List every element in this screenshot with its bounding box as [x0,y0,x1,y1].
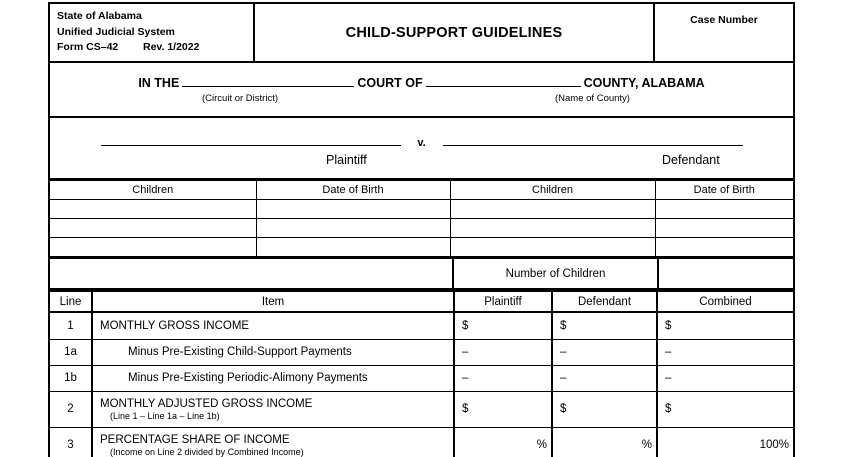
child-dob-cell[interactable] [655,200,793,219]
children-table-header-row [50,181,793,200]
number-of-children-row [50,259,793,290]
item-formula: (Line 1 – Line 1a – Line 1b) [110,410,220,421]
parties-line [50,134,793,149]
item-title: MONTHLY ADJUSTED GROSS INCOME [100,397,313,410]
line-number: 2 [50,391,92,427]
child-dob-cell[interactable] [655,238,793,257]
guidelines-main-table [50,290,793,457]
defendant-value[interactable]: % [552,427,657,457]
line-number: 1a [50,339,92,365]
court-line-section [50,63,793,118]
defendant-name-blank[interactable] [443,134,743,146]
child-name-cell[interactable] [50,219,256,238]
table-row [50,391,793,427]
table-row [50,312,793,339]
children-col-header-2: Children [450,181,655,200]
child-name-cell[interactable] [50,238,256,257]
court-line [50,74,793,90]
child-dob-cell[interactable] [256,238,450,257]
child-dob-cell[interactable] [256,200,450,219]
col-header-line: Line [50,291,92,312]
plaintiff-value[interactable]: $ [454,312,552,339]
child-support-guidelines-form [48,2,795,457]
child-name-cell[interactable] [450,219,655,238]
versus-label: v. [417,137,426,149]
circuit-or-district-label: (Circuit or District) [202,93,278,104]
item-title: PERCENTAGE SHARE OF INCOME [100,433,290,446]
plaintiff-label: Plaintiff [326,153,367,167]
court-type-blank[interactable] [182,74,354,87]
number-of-children-value[interactable] [659,259,793,288]
item-label [92,312,454,339]
form-title: CHILD-SUPPORT GUIDELINES [345,24,563,41]
court-of-label: COURT OF [357,76,423,90]
child-name-cell[interactable] [450,200,655,219]
combined-value[interactable]: 100% [657,427,793,457]
defendant-value[interactable]: – [552,339,657,365]
agency-line-2: Unified Judicial System [57,25,175,38]
parties-section [50,118,793,180]
line-number: 3 [50,427,92,457]
item-formula: (Income on Line 2 divided by Combined Income) [110,446,304,457]
children-table-wrap [50,180,793,259]
combined-value[interactable]: – [657,365,793,391]
table-row [50,219,793,238]
children-table [50,180,793,257]
item-title: Minus Pre-Existing Periodic-Alimony Payments [128,372,368,384]
item-label [92,339,454,365]
table-row [50,365,793,391]
combined-value[interactable]: $ [657,391,793,427]
number-of-children-label: Number of Children [454,259,659,288]
court-sublabels [50,93,793,106]
plaintiff-value[interactable]: $ [454,391,552,427]
children-col-header-1: Children [50,181,256,200]
combined-value[interactable]: – [657,339,793,365]
item-label [92,365,454,391]
child-dob-cell[interactable] [256,219,450,238]
in-the-label: IN THE [138,76,180,90]
item-label [92,391,454,427]
col-header-item: Item [92,291,454,312]
plaintiff-value[interactable]: – [454,365,552,391]
plaintiff-value[interactable]: % [454,427,552,457]
case-number-cell[interactable] [655,4,793,61]
defendant-value[interactable]: – [552,365,657,391]
number-of-children-spacer [50,259,454,288]
main-table-header-row [50,291,793,312]
county-name-blank[interactable] [426,74,581,87]
col-header-plaintiff: Plaintiff [454,291,552,312]
form-revision: Rev. 1/2022 [143,41,200,53]
line-number: 1 [50,312,92,339]
table-row [50,200,793,219]
table-row [50,427,793,457]
parties-sublabels [50,153,793,169]
agency-block [50,4,255,61]
county-alabama-label: COUNTY, ALABAMA [583,76,705,90]
form-title-cell [255,4,655,61]
plaintiff-name-blank[interactable] [101,134,401,146]
dob-col-header-1: Date of Birth [256,181,450,200]
form-meta-line [57,40,253,56]
case-number-label: Case Number [690,14,758,26]
plaintiff-value[interactable]: – [454,339,552,365]
defendant-value[interactable]: $ [552,391,657,427]
line-number: 1b [50,365,92,391]
item-title: MONTHLY GROSS INCOME [100,319,250,332]
child-name-cell[interactable] [50,200,256,219]
item-label [92,427,454,457]
table-row [50,339,793,365]
defendant-value[interactable]: $ [552,312,657,339]
child-name-cell[interactable] [450,238,655,257]
col-header-defendant: Defendant [552,291,657,312]
form-header [50,4,793,63]
defendant-label: Defendant [662,153,720,167]
child-dob-cell[interactable] [655,219,793,238]
name-of-county-label: (Name of County) [555,93,630,104]
table-row [50,238,793,257]
combined-value[interactable]: $ [657,312,793,339]
col-header-combined: Combined [657,291,793,312]
dob-col-header-2: Date of Birth [655,181,793,200]
agency-line-1: State of Alabama [57,10,142,22]
form-number: Form CS–42 [57,41,119,53]
item-title: Minus Pre-Existing Child-Support Payments [128,346,352,358]
